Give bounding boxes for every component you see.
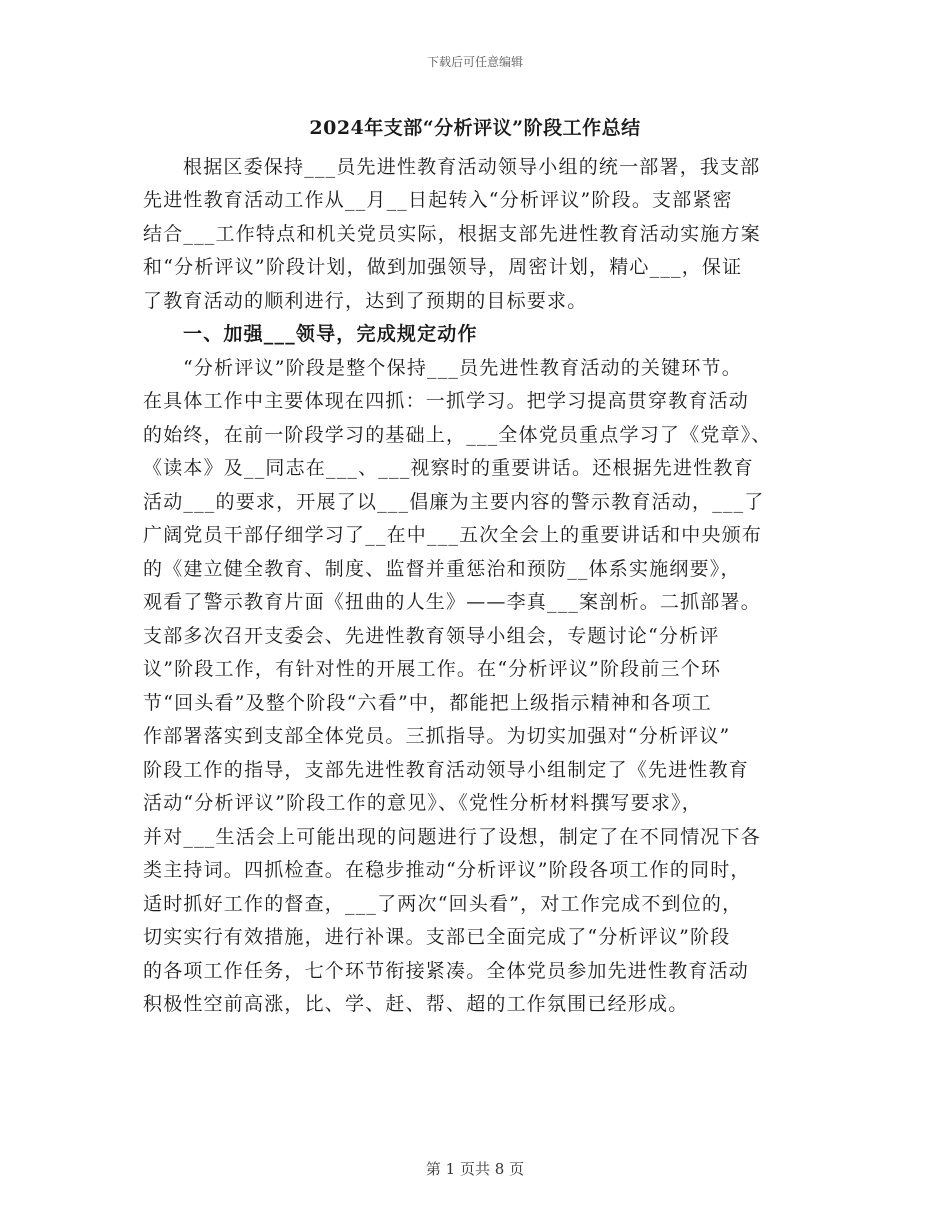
page-footer: 第 1 页共 8 页 [425,1160,525,1178]
body-line: 切实实行有效措施，进行补课。支部已全面完成了“分析评议”阶段 [143,926,731,948]
body-line: 活动“分析评议”阶段工作的意见》、《党性分析材料撰写要求》， [143,792,702,814]
body-line: 的各项工作任务，七个环节衔接紧凑。全体党员参加先进性教育活动 [143,960,750,982]
body-line: 根据区委保持___员先进性教育活动领导小组的统一部署，我支部 [183,156,761,178]
section-heading: 一、加强___领导，完成规定动作 [183,323,478,345]
body-line: “分析评议”阶段是整个保持___员先进性教育活动的关键环节。 [183,357,742,379]
body-line: 了教育活动的顺利进行，达到了预期的目标要求。 [143,290,588,312]
body-line: 观看了警示教育片面《扭曲的人生》——李真___案剖析。二抓部署。 [143,591,761,613]
body-line: 活动___的要求，开展了以___倡廉为主要内容的警示教育活动，___了 [143,491,765,513]
body-line: 适时抓好工作的督查，___了两次“回头看”，对工作完成不到位的， [143,893,743,915]
page-header: 下载后可任意编辑 [426,55,523,69]
body-line: 广阔党员干部仔细学习了__在中___五次全会上的重要讲话和中央颁布 [143,524,763,546]
body-line: 支部多次召开支委会、先进性教育领导小组会，专题讨论“分析评 [143,625,720,647]
body-line: 类主持词。四抓检查。在稳步推动“分析评议”阶段各项工作的同时， [143,859,751,881]
body-line: 积极性空前高涨，比、学、赶、帮、超的工作氛围已经形成。 [143,993,689,1015]
body-line: 先进性教育活动工作从__月__日起转入“分析评议”阶段。支部紧密 [143,189,733,211]
body-line: 在具体工作中主要体现在四抓：一抓学习。把学习提高贯穿教育活动 [143,390,750,412]
body-line: 的始终，在前一阶段学习的基础上，___全体党员重点学习了《党章》、 [143,424,772,446]
body-line: 和“分析评议”阶段计划，做到加强领导，周密计划，精心___，保证 [143,256,743,278]
body-line: 《读本》及__同志在___、___视察时的重要讲话。还根据先进性教育 [143,457,754,479]
body-line: 阶段工作的指导，支部先进性教育活动领导小组制定了《先进性教育 [143,759,750,781]
body-line: 并对___生活会上可能出现的问题进行了设想，制定了在不同情况下各 [143,826,761,848]
body-line: 结合___工作特点和机关党员实际，根据支部先进性教育活动实施方案 [143,223,761,245]
body-line: 作部署落实到支部全体党员。三抓指导。为切实加强对“分析评议” [143,725,731,747]
body-line: 议”阶段工作，有针对性的开展工作。在“分析评议”阶段前三个环 [143,658,722,680]
body-line: 节“回头看”及整个阶段“六看”中，都能把上级指示精神和各项工 [143,692,712,714]
body-line: 的《建立健全教育、制度、监督并重惩治和预防__体系实施纲要》， [143,558,741,580]
document-title: 2024年支部“分析评议”阶段工作总结 [309,117,641,139]
